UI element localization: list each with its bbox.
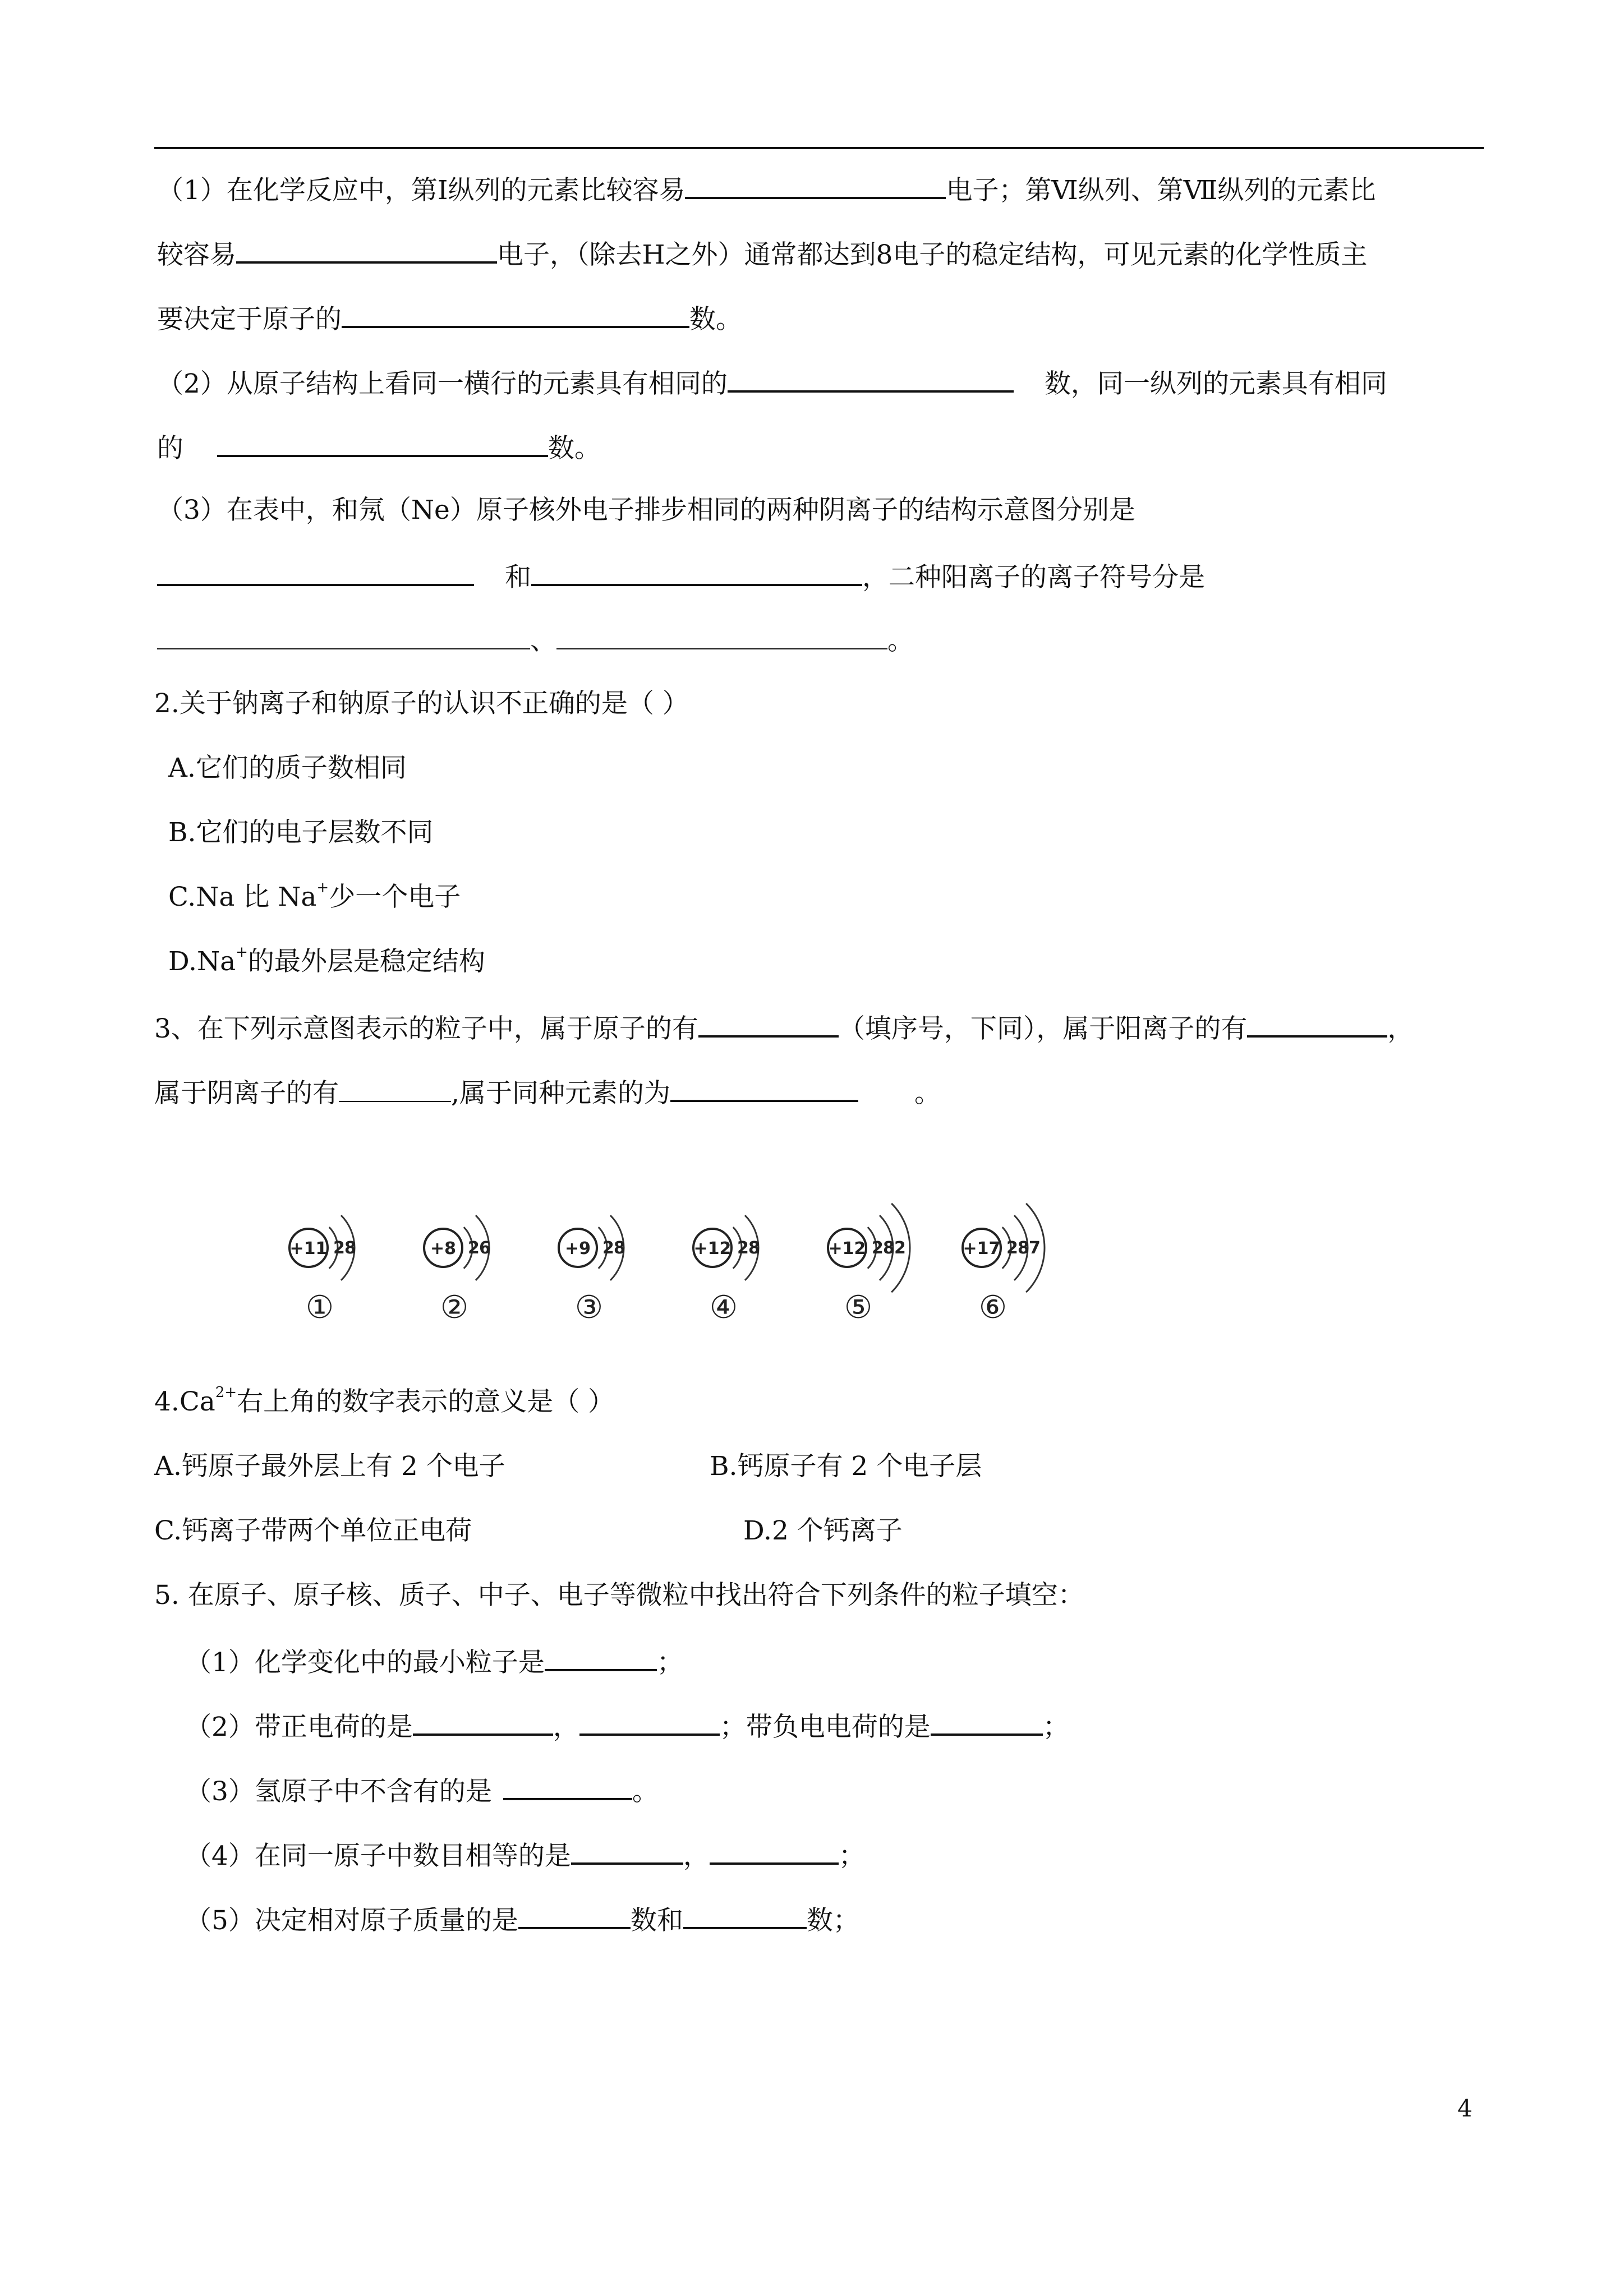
answer-blank[interactable]	[685, 171, 946, 199]
q1-line-1: （1）在化学反应中，第Ⅰ纵列的元素比较容易 电子；第Ⅵ纵列、第Ⅶ纵列的元素比	[157, 171, 1375, 208]
nucleus-charge: +12	[828, 1239, 866, 1258]
shell-electron-count: 8	[883, 1238, 895, 1258]
nucleus-charge: +17	[963, 1239, 1001, 1258]
shell-electron-count: 2	[602, 1238, 614, 1258]
q2-option-c[interactable]: C.Na 比 Na+少一个电子	[168, 879, 461, 912]
answer-blank[interactable]	[503, 1772, 632, 1800]
answer-blank[interactable]	[531, 558, 862, 586]
q3-line-2: 属于阴离子的有 ,属于同种元素的为 。	[154, 1074, 941, 1110]
answer-blank[interactable]	[413, 1708, 553, 1736]
shell-electron-count: 2	[872, 1238, 884, 1258]
answer-blank[interactable]	[217, 429, 548, 457]
answer-blank[interactable]	[342, 300, 689, 328]
header-rule	[154, 147, 1484, 149]
shell-electron-count: 8	[1018, 1238, 1029, 1258]
particle-diagram-5	[828, 1204, 910, 1326]
q1-2-line-2: 的 数。	[157, 429, 601, 465]
shell-electron-count: 8	[614, 1238, 625, 1258]
answer-blank[interactable]	[157, 623, 530, 649]
shell-electron-count: 8	[344, 1238, 356, 1258]
particle-label: ③	[574, 1289, 604, 1326]
shell-electron-count: 2	[468, 1238, 480, 1258]
shell-electron-count: 8	[748, 1238, 760, 1258]
particle-diagram-4	[693, 1215, 760, 1326]
q2-stem: 2.关于钠离子和钠原子的认识不正确的是（ ）	[154, 688, 689, 719]
answer-blank[interactable]	[698, 1009, 839, 1038]
answer-blank[interactable]	[579, 1708, 720, 1736]
answer-blank[interactable]	[683, 1901, 807, 1929]
answer-blank[interactable]	[157, 558, 474, 586]
particle-label: ④	[709, 1289, 738, 1326]
answer-blank[interactable]	[931, 1708, 1043, 1736]
q5-sub-3: （3）氢原子中不含有的是 。	[185, 1772, 659, 1809]
q1-line-2: 较容易 电子，（除去H之外）通常都达到8电子的稳定结构，可见元素的化学性质主	[157, 236, 1367, 272]
answer-blank[interactable]	[1247, 1009, 1387, 1038]
particle-diagram-3	[559, 1215, 625, 1326]
q4-option-a[interactable]: A.钙原子最外层上有 2 个电子	[154, 1451, 505, 1482]
q1-3-line-3: 、 。	[157, 623, 914, 658]
particle-label: ⑥	[978, 1289, 1007, 1326]
answer-blank[interactable]	[518, 1901, 631, 1929]
q4-option-d[interactable]: D.2 个钙离子	[743, 1515, 903, 1546]
answer-blank[interactable]	[236, 236, 497, 264]
shell-electron-count: 2	[894, 1238, 906, 1258]
answer-blank[interactable]	[339, 1075, 451, 1102]
shell-electron-count: 2	[1006, 1238, 1018, 1258]
particle-diagram-2	[424, 1215, 491, 1326]
q2-option-b[interactable]: B.它们的电子层数不同	[168, 817, 434, 848]
particle-label: ⑤	[844, 1289, 873, 1326]
shell-electron-count: 2	[333, 1238, 345, 1258]
nucleus-charge: +9	[564, 1239, 591, 1258]
particle-diagram-6	[963, 1204, 1045, 1326]
answer-blank[interactable]	[710, 1837, 839, 1865]
shell-electron-count: 2	[737, 1238, 749, 1258]
q3-line-1: 3、在下列示意图表示的粒子中，属于原子的有 （填序号，下同），属于阳离子的有 ，	[154, 1009, 1414, 1046]
answer-blank[interactable]	[556, 623, 887, 649]
q5-sub-2: （2）带正电荷的是 ， ；带负电电荷的是 ；	[185, 1708, 1069, 1744]
q5-sub-5: （5）决定相对原子质量的是 数和 数；	[185, 1901, 859, 1938]
q4-option-c[interactable]: C.钙离子带两个单位正电荷	[154, 1515, 472, 1546]
q1-line-3: 要决定于原子的 数。	[157, 300, 742, 336]
answer-blank[interactable]	[670, 1074, 858, 1102]
q4-stem: $4.Ca^{2+}$右上角的数字表示的意义是（ ）	[154, 1384, 615, 1417]
shell-electron-count: 6	[479, 1238, 491, 1258]
shell-electron-count: 7	[1029, 1238, 1041, 1258]
q5-stem: 5. 在原子、原子核、质子、中子、电子等微粒中找出符合下列条件的粒子填空：	[154, 1580, 1084, 1611]
answer-blank[interactable]	[728, 365, 1014, 393]
answer-blank[interactable]	[571, 1837, 683, 1865]
particle-label: ②	[440, 1289, 469, 1326]
q1-3-line-2: 和 ，二种阳离子的离子符号分是	[157, 558, 1205, 594]
q5-sub-4: （4）在同一原子中数目相等的是 ， ；	[185, 1837, 865, 1873]
q1-2-line-1: （2）从原子结构上看同一横行的元素具有相同的 数，同一纵列的元素具有相同	[157, 365, 1387, 401]
particle-diagram-1	[289, 1215, 356, 1326]
q4-option-b[interactable]: B.钙原子有 2 个电子层	[710, 1451, 982, 1482]
particle-structure-diagrams	[264, 1189, 1049, 1335]
nucleus-charge: +8	[430, 1239, 457, 1258]
q1-3-line-1: （3）在表中，和氖（Ne）原子核外电子排步相同的两种阴离子的结构示意图分别是	[157, 495, 1135, 525]
q5-sub-1: （1）化学变化中的最小粒子是 ；	[185, 1643, 683, 1680]
q2-option-d[interactable]: D.Na+的最外层是稳定结构	[168, 944, 485, 977]
page-number: 4	[1457, 2095, 1473, 2122]
q2-option-a[interactable]: A.它们的质子数相同	[168, 753, 407, 783]
nucleus-charge: +11	[289, 1239, 328, 1258]
particle-label: ①	[305, 1289, 334, 1326]
answer-blank[interactable]	[545, 1643, 657, 1671]
nucleus-charge: +12	[693, 1239, 732, 1258]
